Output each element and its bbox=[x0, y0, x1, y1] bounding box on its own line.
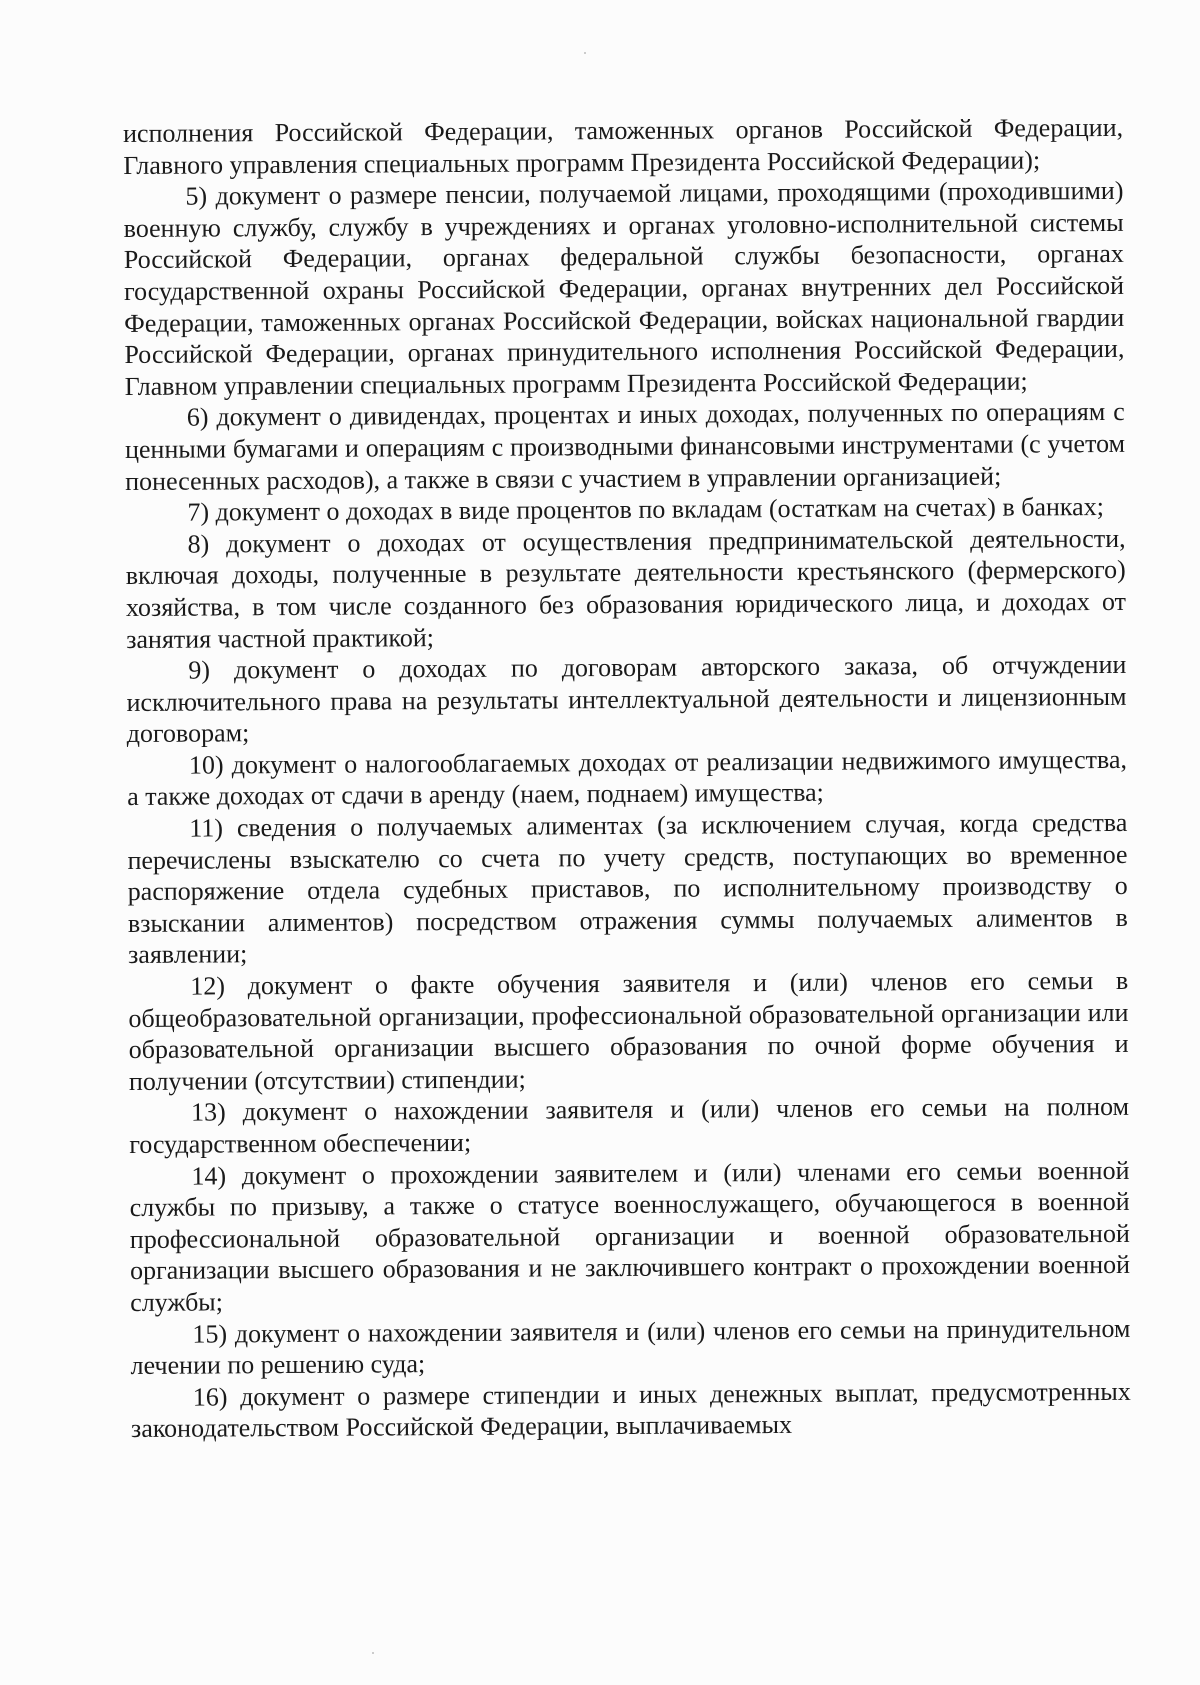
list-item-13: 13) документ о нахождении заявителя и (или) членов его семьи на полном государственном обеспечении; bbox=[129, 1092, 1130, 1159]
list-item-11: 11) сведения о получаемых алиментах (за исключением случая, когда средства перечислены взыскателю со счета по учету средств, поступающих во временное распоряжение отдела судебных приставов, по исполнительному производству о взыскании алиментов) посредством отражения суммы получаемых алиментов в заявлении; bbox=[127, 807, 1128, 970]
list-item-6: 6) документ о дивидендах, процентах и иных доходах, полученных по операциям с ценными бумагами и операциям с производными финансовыми инструментами (с учетом понесенных расходов), а также в связи с участием в управлении организацией; bbox=[124, 397, 1126, 496]
list-item-5: 5) документ о размере пенсии, получаемой лицами, проходящими (проходившими) военную службу, службу в учреждениях и органах уголовно-исполнительной системы Российской Федерации, органах федеральной службы безопасности, органах государственной охраны Российской Федерации, органах внутренних дел Российской Федерации, таможенных органах Российской Федерации, войсках национальной гвардии Российской Федерации, органах принудительного исполнения Российской Федерации, Главном управлении специальных программ Президента Российской Федерации; bbox=[123, 176, 1125, 401]
scan-speck bbox=[584, 52, 586, 54]
list-item-9: 9) документ о доходах по договорам авторского заказа, об отчуждении исключительного права на результаты интеллектуальной деятельности и лицензионным договорам; bbox=[126, 649, 1127, 749]
document-body bbox=[123, 112, 1131, 1445]
list-item-12: 12) документ о факте обучения заявителя и (или) членов его семьи в общеобразовательной организации, профессиональной образовательной организации или образовательной организации высшего образования по очной форме обучения и получении (отсутствии) стипендии; bbox=[128, 965, 1129, 1096]
scan-speck bbox=[372, 1652, 374, 1654]
list-item-14: 14) документ о прохождении заявителем и (или) членами его семьи военной службы по призыву, а также о статусе военнослужащего, обучающегося в военной профессиональной образовательной организации и военной образовательной организации высшего образования и не заключившего контракт о прохождении военной службы; bbox=[129, 1155, 1131, 1317]
list-item-7: 7) документ о доходах в виде процентов по вкладам (остаткам на счетах) в банках; bbox=[187, 492, 1104, 527]
list-item-8: 8) документ о доходах от осуществления предпринимательской деятельности, включая доходы, полученные в результате деятельности крестьянского (фермерского) хозяйства, в том числе созданного без образования юридического лица, и доходах от занятия частной практикой; bbox=[125, 523, 1127, 654]
paragraph-continuation: исполнения Российской Федерации, таможенных органов Российской Федерации, Главного управления специальных программ Президента Российской Федерации); bbox=[123, 112, 1124, 180]
list-item-15: 15) документ о нахождении заявителя и (или) членов его семьи на принудительном лечении по решению суда; bbox=[130, 1313, 1131, 1381]
list-item-16: 16) документ о размере стипендии и иных денежных выплат, предусмотренных законодательством Российской Федерации, выплачиваемых bbox=[130, 1376, 1131, 1444]
list-item-10: 10) документ о налогооблагаемых доходах от реализации недвижимого имущества, а также доходах от сдачи в аренду (наем, поднаем) имущества; bbox=[127, 744, 1128, 812]
